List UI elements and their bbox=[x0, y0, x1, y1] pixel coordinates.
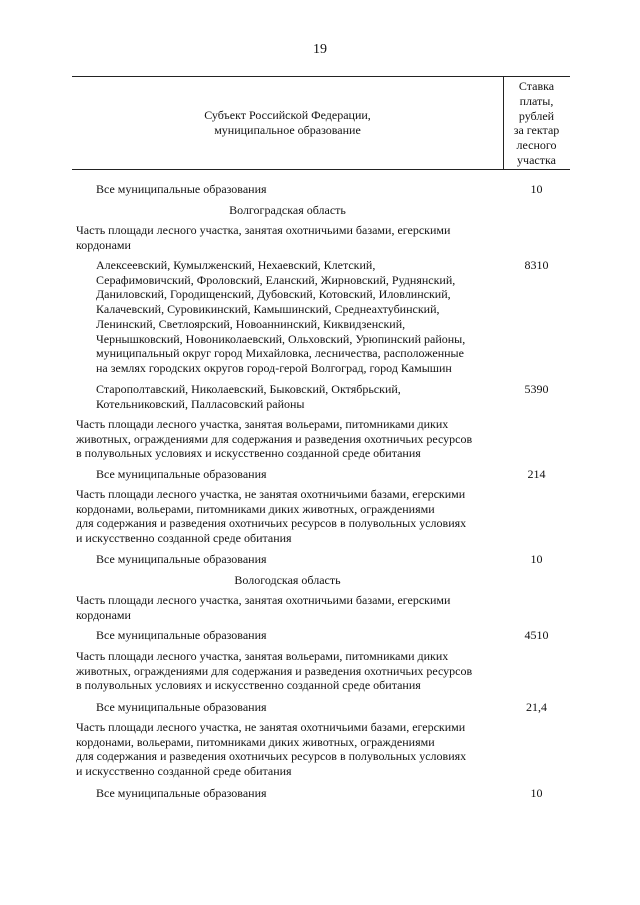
table-header-subject: Субъект Российской Федерации, муниципальное образование bbox=[204, 108, 371, 137]
table-header-bottom-rule bbox=[72, 169, 570, 170]
category-text: Часть площади лесного участка, не занятая охотничьими базами, егерскими кордонами, вольерами, питомниками диких животных, ограждениями для содержания и разведения охотничьих ресурсов в полувольных условиях и искусственно созданной среде обитания bbox=[76, 720, 467, 779]
table-header-rate: Ставка платы, рублей за гектар лесного участка bbox=[513, 79, 560, 167]
row-value: 10 bbox=[530, 552, 543, 566]
region-heading: Вологодская область bbox=[234, 573, 341, 587]
row-value: 21,4 bbox=[526, 700, 547, 714]
row-text: Все муниципальные образования bbox=[96, 467, 267, 481]
row-text: Все муниципальные образования bbox=[96, 182, 267, 196]
row-text: Все муниципальные образования bbox=[96, 700, 267, 714]
row-text: Все муниципальные образования bbox=[96, 786, 267, 800]
row-value: 5390 bbox=[524, 382, 549, 396]
row-text: Все муниципальные образования bbox=[96, 552, 267, 566]
category-text: Часть площади лесного участка, не занятая охотничьими базами, егерскими кордонами, вольерами, питомниками диких животных, ограждениями для содержания и разведения охотничьих ресурсов в полувольных условиях и искусственно созданной среде обитания bbox=[76, 487, 467, 546]
category-text: Часть площади лесного участка, занятая охотничьими базами, егерскими кордонами bbox=[76, 593, 451, 622]
table-header-top-rule bbox=[72, 76, 570, 77]
category-text: Часть площади лесного участка, занятая охотничьими базами, егерскими кордонами bbox=[76, 223, 451, 252]
category-text: Часть площади лесного участка, занятая вольерами, питомниками диких животных, ограждениями для содержания и разведения охотничьих ресурсов в полувольных условиях и искусственно созданной среде обитания bbox=[76, 649, 473, 693]
district-list-text: Старополтавский, Николаевский, Быковский, Октябрьский, Котельниковский, Палласовский районы bbox=[96, 382, 401, 411]
row-value: 10 bbox=[530, 786, 543, 800]
row-text: Все муниципальные образования bbox=[96, 628, 267, 642]
district-list-text: Алексеевский, Кумылженский, Нехаевский, Клетский, Серафимовичский, Фроловский, Еланский, Жирновский, Руднянский, Даниловский, Городищенский, Дубовский, Котовский, Иловлинский, Калачевский, Суровикинский, Камышинский, Среднеахтубинский, Ленинский, Светлоярский, Новоаннинский, Киквидзенский, Чернышковский, Новониколаевский, Ольховский, Урюпинский районы, муниципальный округ город Михайловка, лесничества, расположенные на землях городских округов город-герой Волгоград, город Камышин bbox=[96, 258, 466, 375]
page-number: 19 bbox=[313, 42, 327, 57]
region-heading: Волгоградская область bbox=[229, 203, 346, 217]
category-text: Часть площади лесного участка, занятая вольерами, питомниками диких животных, ограждениями для содержания и разведения охотничьих ресурсов в полувольных условиях и искусственно созданной среде обитания bbox=[76, 417, 473, 461]
row-value: 10 bbox=[530, 182, 543, 196]
row-value: 8310 bbox=[524, 258, 549, 272]
row-value: 4510 bbox=[524, 628, 549, 642]
row-value: 214 bbox=[527, 467, 546, 481]
